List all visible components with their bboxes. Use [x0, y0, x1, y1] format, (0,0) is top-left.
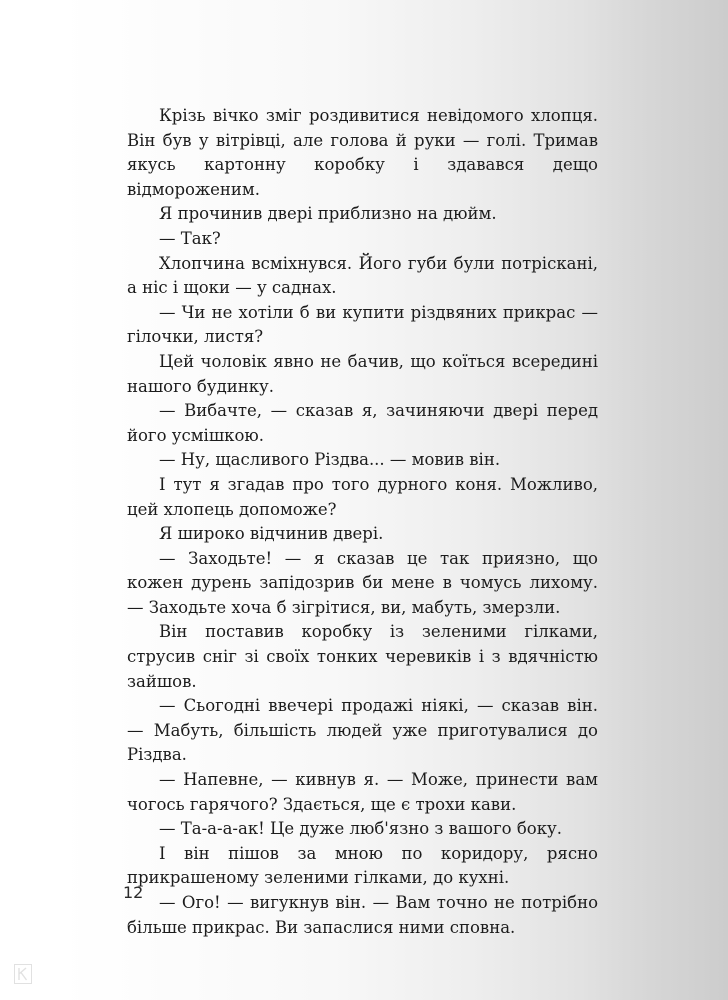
page-number: 12 [123, 883, 144, 902]
paragraph: — Сьогодні ввечері продажі ніякі, — сказав він. — Мабуть, більшість людей уже приготувалися до Різдва. [127, 696, 598, 765]
paragraph: Він поставив коробку із зеленими гілками, струсив сніг зі своїх тонких черевиків і з вдячністю зайшов. [127, 622, 598, 691]
publisher-logo-icon [14, 964, 32, 984]
paragraph: — Вибачте, — сказав я, зачиняючи двері перед його усмішкою. [127, 401, 598, 445]
body-text [127, 104, 598, 940]
paragraph: — Та-а-а-ак! Це дуже люб'язно з вашого боку. [159, 819, 562, 839]
paragraph: — Заходьте! — я сказав це так приязно, що кожен дурень запідозрив би мене в чомусь лихому. — Заходьте хоча б зігрітися, ви, мабуть, змерзли. [127, 548, 598, 617]
paragraph: І він пішов за мною по коридору, рясно прикрашеному зеленими гілками, до кухні. [127, 843, 598, 888]
paragraph: Я широко відчинив двері. [159, 524, 384, 544]
paragraph: Я прочинив двері приблизно на дюйм. [159, 204, 497, 224]
paragraph: — Так? [159, 228, 221, 248]
paragraph: — Ну, щасливого Різдва... — мовив він. [159, 450, 501, 470]
paragraph: Хлопчина всміхнувся. Його губи були потріскані, а ніс і щоки — у саднах. [127, 253, 598, 298]
paragraph: Цей чоловік явно не бачив, що коїться всередині нашого будинку. [127, 351, 598, 396]
paragraph: Крізь вічко зміг роздивитися невідомого хлопця. Він був у вітрівці, але голова й руки — голі. Тримав якусь картонну коробку і здавався дещо відмороженим. [127, 106, 598, 199]
paragraph: — Чи не хотіли б ви купити різдвяних прикрас — гілочки, листя? [127, 302, 598, 347]
paragraph: І тут я згадав про того дурного коня. Можливо, цей хлопець допоможе? [127, 474, 598, 519]
paragraph: — Ого! — вигукнув він. — Вам точно не потрібно більше прикрас. Ви запаслися ними сповна. [127, 893, 598, 937]
paragraph: — Напевне, — кивнув я. — Може, принести вам чогось гарячого? Здається, ще є трохи кави. [127, 770, 598, 814]
